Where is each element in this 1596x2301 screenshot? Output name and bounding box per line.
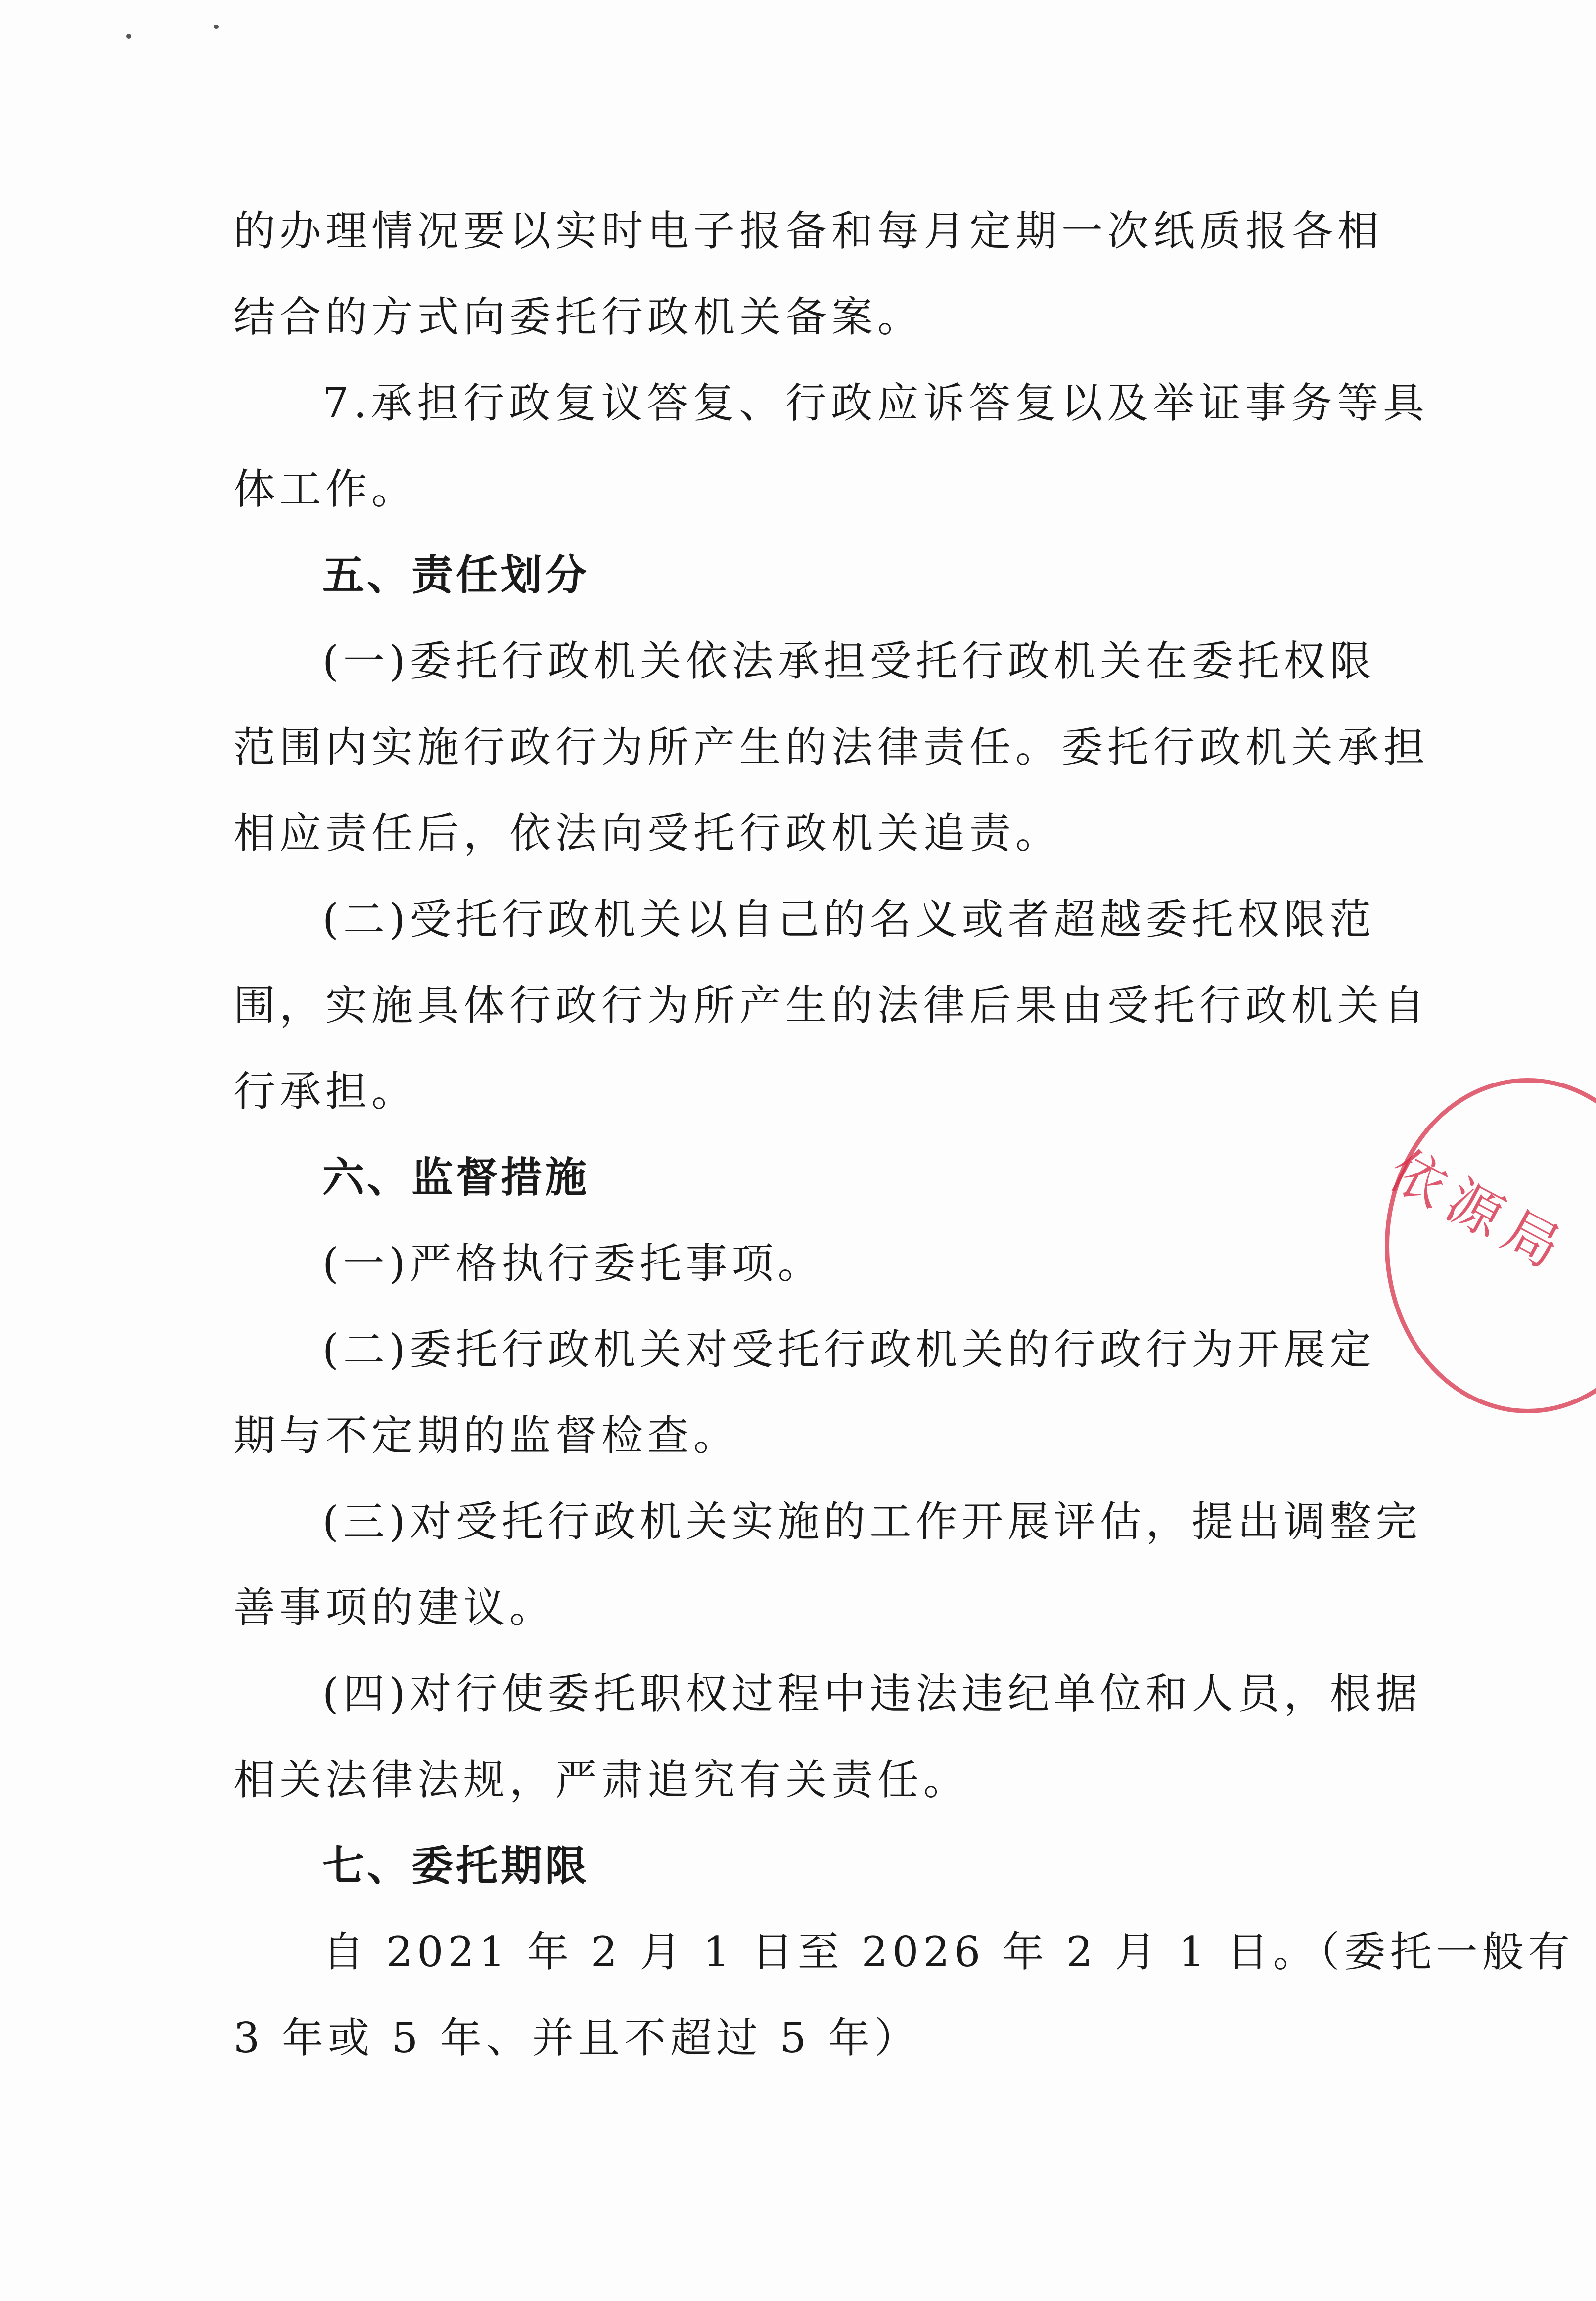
scan-speck — [214, 25, 219, 29]
body-line: 范围内实施行政行为所产生的法律责任。委托行政机关承担 — [233, 723, 1430, 771]
section-heading: 七、委托期限 — [322, 1842, 590, 1890]
body-line: (二)受托行政机关以自己的名义或者超越委托权限范 — [322, 895, 1376, 944]
body-line: 相应责任后，依法向受托行政机关追责。 — [233, 809, 1062, 857]
body-line: 的办理情况要以实时电子报备和每月定期一次纸质报各相 — [233, 207, 1384, 255]
body-line: 体工作。 — [233, 465, 418, 513]
body-line: (二)委托行政机关对受托行政机关的行政行为开展定 — [322, 1325, 1376, 1374]
seal-text: 依源局 — [1379, 1138, 1580, 1285]
body-line: (三)对受托行政机关实施的工作开展评估，提出调整完 — [322, 1497, 1422, 1546]
section-heading: 五、责任划分 — [322, 551, 590, 599]
scan-speck — [126, 34, 131, 39]
body-line: 自 2021 年 2 月 1 日至 2026 年 2 月 1 日。（委托一般有 — [322, 1928, 1574, 1976]
body-line: 3 年或 5 年、并且不超过 5 年） — [233, 2014, 920, 2062]
body-line: 结合的方式向委托行政机关备案。 — [233, 293, 924, 341]
body-line: 相关法律法规，严肃追究有关责任。 — [233, 1756, 970, 1804]
body-line: 期与不定期的监督检查。 — [233, 1411, 740, 1460]
body-line: 善事项的建议。 — [233, 1583, 556, 1632]
body-line: (一)委托行政机关依法承担受托行政机关在委托权限 — [322, 637, 1376, 685]
body-line: (一)严格执行委托事项。 — [322, 1239, 824, 1288]
body-line: 行承担。 — [233, 1067, 418, 1116]
body-line: 围，实施具体行政行为所产生的法律后果由受托行政机关自 — [233, 981, 1430, 1030]
body-line: (四)对行使委托职权过程中违法违纪单位和人员，根据 — [322, 1669, 1422, 1718]
section-heading: 六、监督措施 — [322, 1153, 590, 1202]
body-line: 7.承担行政复议答复、行政应诉答复以及举证事务等具 — [322, 379, 1429, 427]
